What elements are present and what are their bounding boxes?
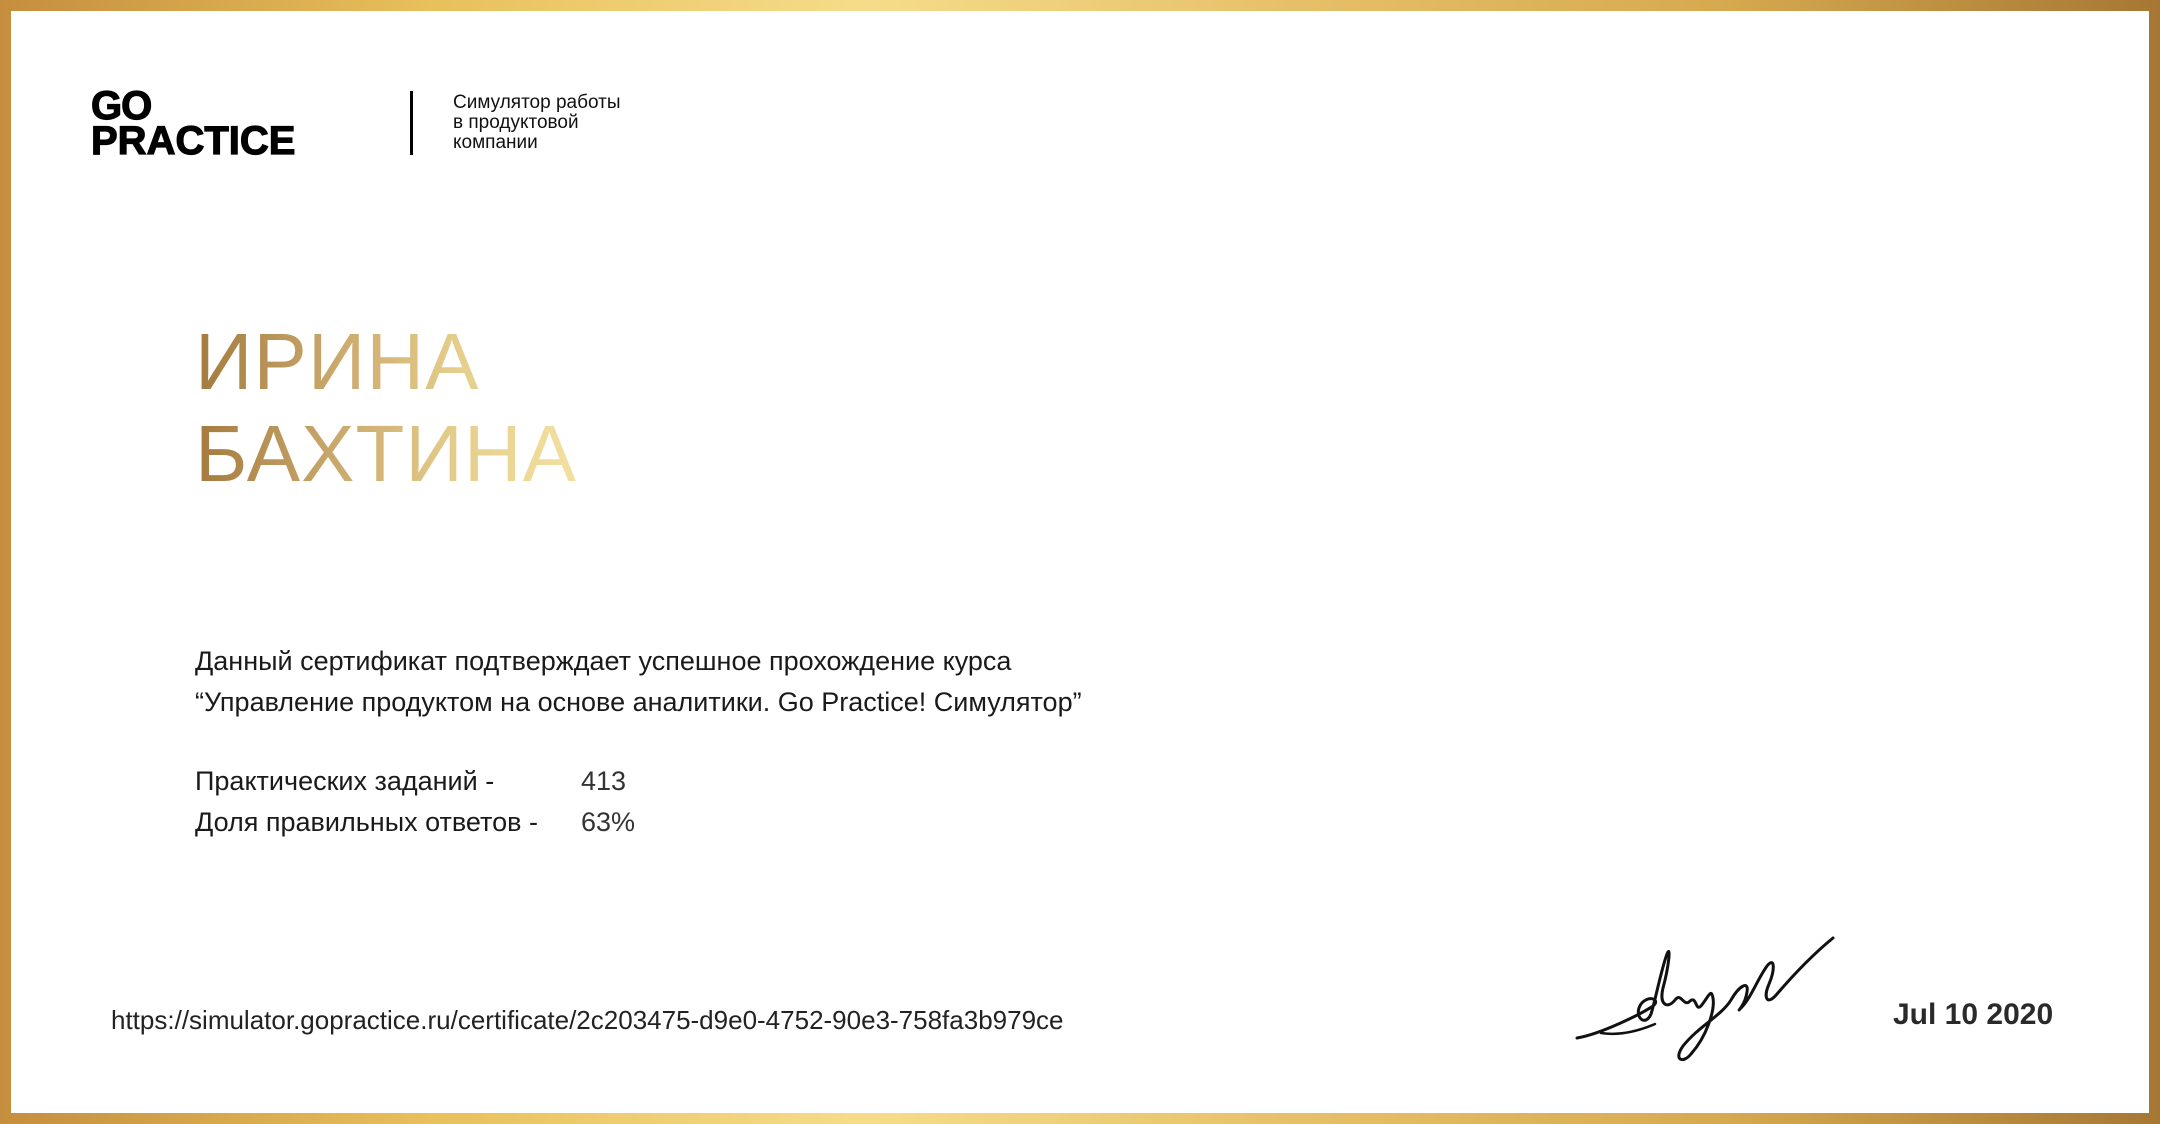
gopractice-logo: [91, 84, 296, 164]
tagline-line: Симулятор работы: [453, 92, 621, 113]
recipient-name: [195, 316, 577, 500]
certificate-statement: [195, 641, 1082, 723]
stat-label: Доля правильных ответов -: [195, 807, 538, 837]
logo-line-practice: PRACTICE: [91, 119, 296, 164]
logo-line-go: GO: [91, 84, 152, 128]
issue-date: Jul 10 2020: [1893, 998, 2054, 1031]
tagline-line: в продуктовой: [453, 112, 579, 133]
stat-value: 63%: [581, 807, 636, 837]
statement-line: Данный сертификат подтверждает успешное прохождение курса: [195, 646, 1012, 676]
certificate-body: [11, 11, 2149, 1113]
course-title: “Управление продуктом на основе аналитики. Go Practice! Симулятор”: [195, 687, 1082, 717]
stat-label: Практических заданий -: [195, 766, 495, 796]
signature-icon: [1571, 936, 1843, 1066]
recipient-first-name: ИРИНА: [195, 317, 480, 406]
logo-divider: [410, 91, 413, 155]
stat-value: 413: [581, 766, 627, 796]
logo-tagline: [453, 93, 693, 153]
certificate-url[interactable]: https://simulator.gopractice.ru/certificate/2c203475-d9e0-4752-90e3-758fa3b979ce: [111, 1005, 1064, 1035]
tagline-line: компании: [453, 132, 538, 153]
recipient-last-name: БАХТИНА: [195, 409, 577, 498]
